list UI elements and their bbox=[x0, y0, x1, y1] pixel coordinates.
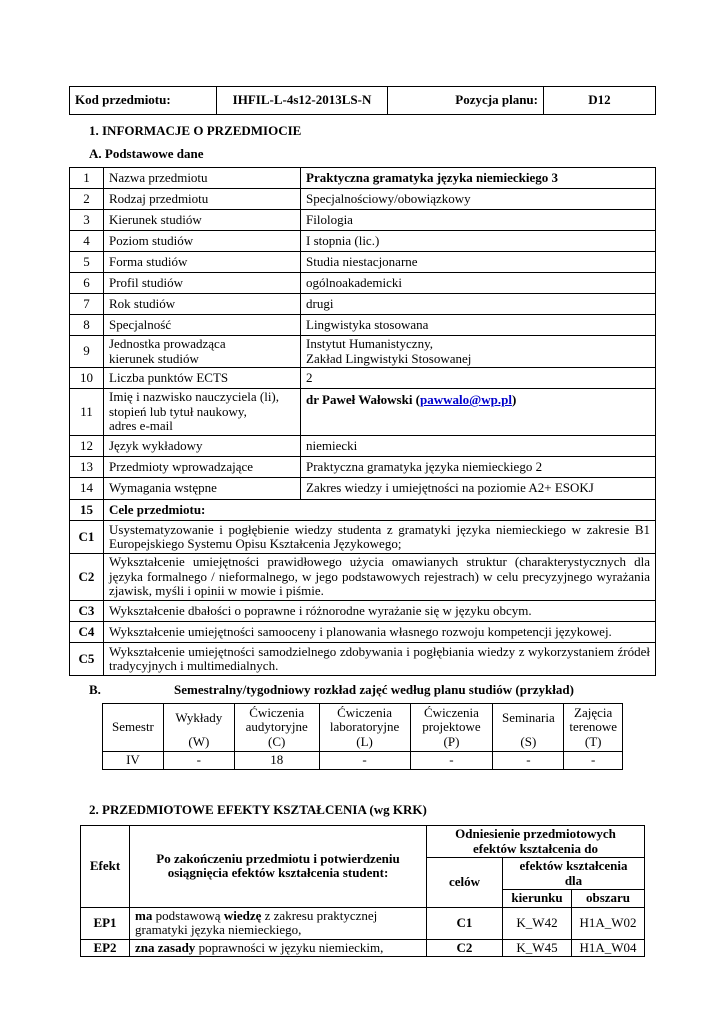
field-label: Nazwa przedmiotu bbox=[104, 168, 301, 189]
row-number: 5 bbox=[70, 252, 104, 273]
row-number: 10 bbox=[70, 368, 104, 389]
header-area: obszaru bbox=[572, 890, 645, 908]
goal-text: Usystematyzowanie i pogłębienie wiedzy studenta z gramatyki języka niemieckiego w zakresie B1 Europejskiego Systemu Opisu Kształcenia Językowego; bbox=[104, 521, 656, 554]
schedule-cell: - bbox=[319, 752, 410, 770]
field-value: 2 bbox=[301, 368, 656, 389]
schedule-cell: - bbox=[493, 752, 564, 770]
field-value: Lingwistyka stosowana bbox=[301, 315, 656, 336]
section-a-title: A. Podstawowe dane bbox=[89, 146, 204, 161]
field-value: Filologia bbox=[301, 210, 656, 231]
row-number: 4 bbox=[70, 231, 104, 252]
effect-area: H1A_W02 bbox=[572, 907, 645, 939]
field-value: Praktyczna gramatyka języka niemieckiego 2 bbox=[301, 457, 656, 478]
goal-text: Wykształcenie umiejętności samooceny i planowania własnego rozwoju kompetencji językowej. bbox=[104, 622, 656, 643]
field-label: Wymagania wstępne bbox=[104, 478, 301, 500]
effect-area: H1A_W04 bbox=[572, 939, 645, 957]
effect-code: EP2 bbox=[81, 939, 130, 957]
teacher-value: dr Paweł Wałowski (pawwalo@wp.pl) bbox=[301, 389, 656, 436]
schedule-cell: IV bbox=[103, 752, 164, 770]
field-value: ogólnoakademicki bbox=[301, 273, 656, 294]
row-number: 7 bbox=[70, 294, 104, 315]
schedule-cell: 18 bbox=[234, 752, 319, 770]
goal-code: C1 bbox=[70, 521, 104, 554]
row-number: 8 bbox=[70, 315, 104, 336]
basic-data-table bbox=[69, 167, 656, 676]
row-number: 11 bbox=[70, 389, 104, 436]
effect-description: zna zasady poprawności w języku niemieckim, bbox=[130, 939, 427, 957]
row-number: 9 bbox=[70, 336, 104, 368]
course-code-table bbox=[69, 86, 656, 115]
section-1-title: 1. INFORMACJE O PRZEDMIOCIE bbox=[89, 123, 302, 138]
field-label: Specjalność bbox=[104, 315, 301, 336]
header-goals: celów bbox=[427, 858, 503, 908]
schedule-header-seminars: Seminaria (S) bbox=[493, 704, 564, 752]
header-reference: Odniesienie przedmiotowych efektów kształcenia do bbox=[427, 826, 645, 858]
header-after-course: Po zakończeniu przedmiotu i potwierdzeniu osiągnięcia efektów kształcenia student: bbox=[130, 826, 427, 908]
goal-code: C3 bbox=[70, 601, 104, 622]
effect-code: EP1 bbox=[81, 907, 130, 939]
email-link[interactable]: pawwalo@wp.pl bbox=[420, 392, 512, 408]
field-label: Liczba punktów ECTS bbox=[104, 368, 301, 389]
schedule-header-semester: Semestr bbox=[103, 704, 164, 752]
field-value: Specjalnościowy/obowiązkowy bbox=[301, 189, 656, 210]
schedule-cell: - bbox=[163, 752, 234, 770]
course-code-label: Kod przedmiotu: bbox=[70, 87, 217, 115]
schedule-header-lab: Ćwiczenia laboratoryjne (L) bbox=[319, 704, 410, 752]
effect-goal: C2 bbox=[427, 939, 503, 957]
goals-title: Cele przedmiotu: bbox=[104, 500, 656, 521]
goal-text: Wykształcenie umiejętności samodzielnego zdobywania i pogłębiania wiedzy z wykorzystaniem źródeł tradycyjnych i multimedialnych. bbox=[104, 643, 656, 676]
section-2-title: 2. PRZEDMIOTOWE EFEKTY KSZTAŁCENIA (wg KRK) bbox=[89, 802, 427, 817]
effect-direction: K_W45 bbox=[503, 939, 572, 957]
field-label: Język wykładowy bbox=[104, 436, 301, 457]
effect-direction: K_W42 bbox=[503, 907, 572, 939]
row-number: 6 bbox=[70, 273, 104, 294]
learning-outcomes-table bbox=[80, 825, 645, 957]
field-value: Praktyczna gramatyka języka niemieckiego 3 bbox=[301, 168, 656, 189]
section-b-letter: B. bbox=[89, 682, 101, 697]
course-code-value: IHFIL-L-4s12-2013LS-N bbox=[217, 87, 388, 115]
effect-description: ma podstawową wiedzę z zakresu praktycznej gramatyki języka niemieckiego, bbox=[130, 907, 427, 939]
row-number: 12 bbox=[70, 436, 104, 457]
goal-text: Wykształcenie umiejętności prawidłowego użycia omawianych struktur (charakterystycznych dla języka formalnego / nieformalnego, w jego podstawowych rejestrach) w celu precyzyjnego wyrażania zjawisk, myśli i opinii w mowie i piśmie. bbox=[104, 554, 656, 601]
field-value: Studia niestacjonarne bbox=[301, 252, 656, 273]
goal-code: C5 bbox=[70, 643, 104, 676]
field-label: Kierunek studiów bbox=[104, 210, 301, 231]
field-label: Forma studiów bbox=[104, 252, 301, 273]
field-label: Poziom studiów bbox=[104, 231, 301, 252]
header-effects: efektów kształcenia dla bbox=[503, 858, 645, 890]
header-effect: Efekt bbox=[81, 826, 130, 908]
goals-number: 15 bbox=[70, 500, 104, 521]
field-label: Jednostka prowadząca kierunek studiów bbox=[104, 336, 301, 368]
plan-position-value: D12 bbox=[544, 87, 656, 115]
row-number: 13 bbox=[70, 457, 104, 478]
row-number: 2 bbox=[70, 189, 104, 210]
effect-goal: C1 bbox=[427, 907, 503, 939]
field-label: Profil studiów bbox=[104, 273, 301, 294]
field-value: I stopnia (lic.) bbox=[301, 231, 656, 252]
schedule-cell: - bbox=[564, 752, 623, 770]
goal-code: C2 bbox=[70, 554, 104, 601]
field-label: Rodzaj przedmiotu bbox=[104, 189, 301, 210]
field-label: Rok studiów bbox=[104, 294, 301, 315]
goal-code: C4 bbox=[70, 622, 104, 643]
schedule-header-lectures: Wykłady (W) bbox=[163, 704, 234, 752]
field-label: Imię i nazwisko nauczyciela (li), stopień lub tytuł naukowy, adres e-mail bbox=[104, 389, 301, 436]
schedule-header-proj: Ćwiczenia projektowe (P) bbox=[410, 704, 493, 752]
schedule-header-aud: Ćwiczenia audytoryjne (C) bbox=[234, 704, 319, 752]
schedule-table bbox=[102, 703, 623, 770]
field-value: Instytut Humanistyczny, Zakład Lingwistyki Stosowanej bbox=[301, 336, 656, 368]
row-number: 14 bbox=[70, 478, 104, 500]
field-label: Przedmioty wprowadzające bbox=[104, 457, 301, 478]
schedule-header-field: Zajęcia terenowe (T) bbox=[564, 704, 623, 752]
schedule-cell: - bbox=[410, 752, 493, 770]
field-value: niemiecki bbox=[301, 436, 656, 457]
row-number: 1 bbox=[70, 168, 104, 189]
goal-text: Wykształcenie dbałości o poprawne i różnorodne wyrażanie się w języku obcym. bbox=[104, 601, 656, 622]
row-number: 3 bbox=[70, 210, 104, 231]
field-value: drugi bbox=[301, 294, 656, 315]
section-b-title: Semestralny/tygodniowy rozkład zajęć według planu studiów (przykład) bbox=[174, 682, 574, 697]
header-direction: kierunku bbox=[503, 890, 572, 908]
plan-position-label: Pozycja planu: bbox=[388, 87, 544, 115]
field-value: Zakres wiedzy i umiejętności na poziomie A2+ ESOKJ bbox=[301, 478, 656, 500]
